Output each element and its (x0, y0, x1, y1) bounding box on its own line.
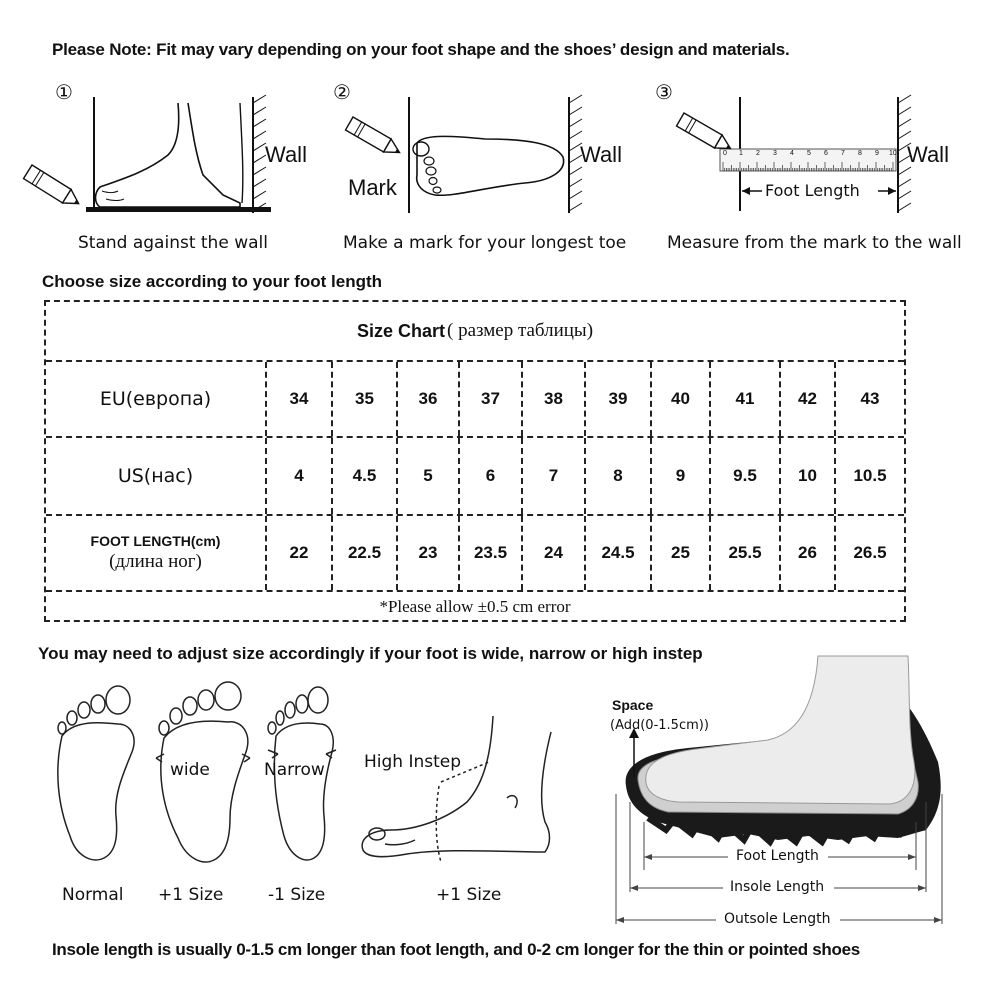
size-chart-title-ru: ( размер таблицы) (447, 320, 594, 341)
size-cell: 25 (652, 516, 711, 590)
wide-caption: +1 Size (158, 885, 224, 905)
size-cell: 10 (781, 438, 836, 514)
size-row-label: EU(европа) (46, 362, 267, 436)
size-row-eu (46, 362, 904, 438)
size-cell: 23 (398, 516, 460, 590)
size-row-label (46, 516, 267, 590)
ruler-number: 7 (841, 150, 845, 157)
size-cell: 4 (267, 438, 333, 514)
size-cell: 26.5 (853, 543, 887, 562)
step-1-illustration (28, 95, 278, 220)
size-cell: 9 (652, 438, 711, 514)
step-1-caption: Stand against the wall (78, 233, 268, 253)
wide-label: wide (170, 760, 210, 780)
ruler-number: 6 (824, 150, 828, 157)
choose-size-heading: Choose size according to your foot length (42, 272, 383, 291)
high-instep-illustration (355, 712, 565, 872)
shoe-foot-length-label: Foot Length (736, 848, 819, 864)
outsole-length-label: Outsole Length (724, 911, 831, 927)
size-cell: 7 (523, 438, 586, 514)
foot-length-label-en: FOOT LENGTH(cm) (90, 533, 221, 549)
step-2-number: ② (333, 80, 351, 104)
size-chart-title-en: Size Chart (356, 320, 445, 341)
size-row-label: US(нас) (46, 438, 267, 514)
ruler-number: 0 (723, 150, 727, 157)
size-cell: 34 (267, 362, 333, 436)
insole-note: Insole length is usually 0-1.5 cm longer than foot length, and 0-2 cm longer for the thin or pointed shoes (52, 940, 860, 959)
normal-caption: Normal (62, 885, 124, 905)
size-cell: 8 (586, 438, 652, 514)
step-3-foot-length-label: Foot Length (765, 181, 860, 200)
size-cell: 37 (460, 362, 523, 436)
space-add-label: (Add(0-1.5cm)) (610, 718, 709, 733)
size-cell: 22 (267, 516, 333, 590)
size-row-foot-length (46, 516, 904, 592)
size-cell: 24 (523, 516, 586, 590)
ruler-number-strip (723, 150, 895, 164)
ruler-number: 2 (756, 150, 760, 157)
size-cell: 36 (398, 362, 460, 436)
high-instep-caption: +1 Size (436, 885, 502, 905)
size-cell: 9.5 (711, 438, 781, 514)
ruler-number: 9 (875, 150, 879, 157)
size-cell: 43 (860, 389, 880, 408)
size-cell: 25.5 (711, 516, 781, 590)
step-1-wall-label: Wall (265, 142, 307, 167)
ruler-number: 3 (773, 150, 777, 157)
fit-note: Please Note: Fit may vary depending on your foot shape and the shoes’ design and materials. (52, 40, 790, 59)
narrow-label: Narrow (264, 760, 325, 780)
size-cell: 39 (586, 362, 652, 436)
step-3-caption: Measure from the mark to the wall (667, 233, 962, 253)
size-cell: 10.5 (853, 466, 887, 485)
size-cell: 24.5 (586, 516, 652, 590)
size-chart (44, 300, 906, 622)
step-2-mark-label: Mark (348, 175, 397, 200)
high-instep-title: High Instep (364, 752, 462, 772)
size-cell: 6 (460, 438, 523, 514)
size-cell: 40 (652, 362, 711, 436)
size-cell: 26 (781, 516, 836, 590)
size-cell: 41 (711, 362, 781, 436)
size-cell: 22.5 (333, 516, 398, 590)
narrow-caption: -1 Size (268, 885, 326, 905)
size-cell: 38 (523, 362, 586, 436)
size-cell: 23.5 (460, 516, 523, 590)
size-cell: 35 (333, 362, 398, 436)
size-row-us (46, 438, 904, 516)
ruler-number: 5 (807, 150, 811, 157)
step-3-number: ③ (655, 80, 673, 104)
adjust-size-heading: You may need to adjust size accordingly if your foot is wide, narrow or high instep (38, 644, 703, 663)
ruler-number: 10 (889, 150, 897, 157)
size-cell: 42 (781, 362, 836, 436)
space-label: Space (612, 697, 654, 713)
size-chart-footnote: *Please allow ±0.5 cm error (379, 597, 571, 616)
step-2-caption: Make a mark for your longest toe (343, 233, 627, 253)
step-2-wall-label: Wall (580, 142, 622, 167)
size-cell: 4.5 (333, 438, 398, 514)
step-3-wall-label: Wall (907, 142, 949, 167)
ruler-number: 1 (739, 150, 743, 157)
size-chart-title (46, 302, 904, 362)
ruler-number: 8 (858, 150, 862, 157)
insole-length-label: Insole Length (730, 879, 825, 895)
foot-length-label-ru: (длина ног) (109, 551, 202, 572)
ruler-number: 4 (790, 150, 794, 157)
step-1-number: ① (55, 80, 73, 104)
size-cell: 5 (398, 438, 460, 514)
